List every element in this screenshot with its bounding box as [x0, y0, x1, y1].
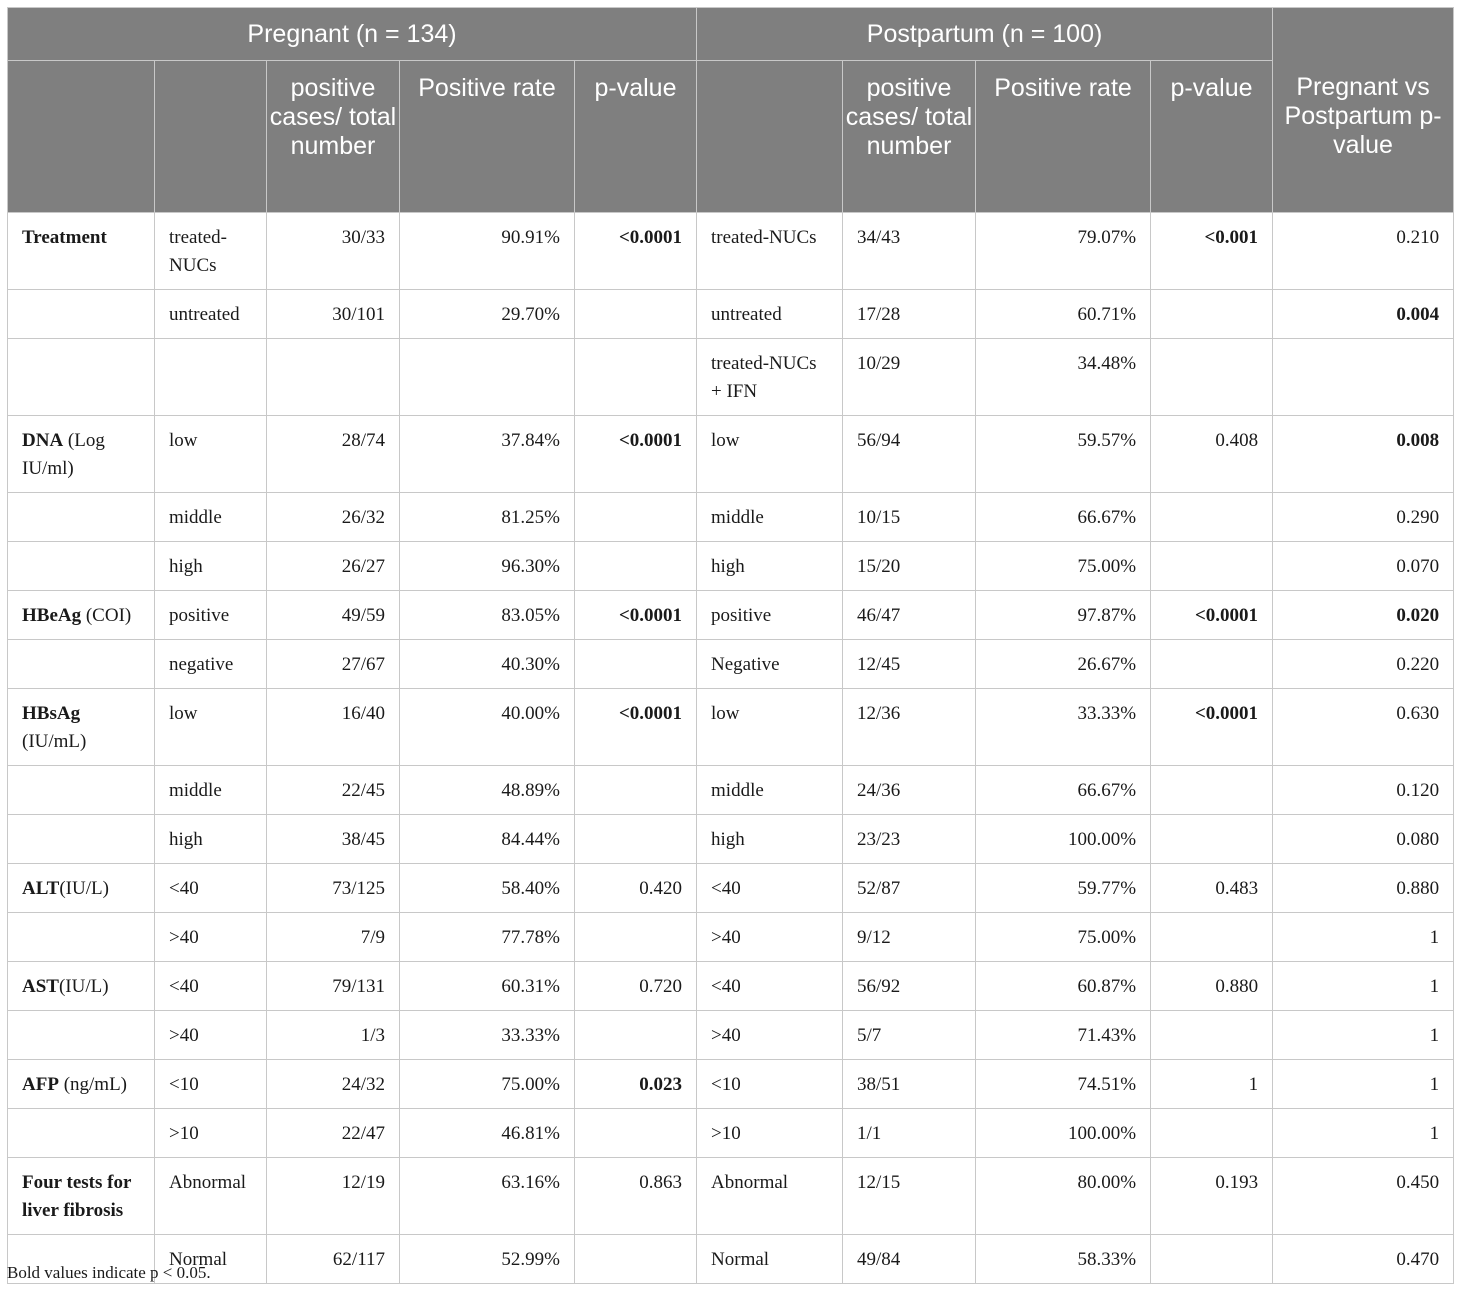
postpartum-pvalue-cell	[1151, 591, 1273, 640]
postpartum-cases-cell: 1/1	[843, 1109, 976, 1158]
postpartum-rate-cell: 75.00%	[976, 542, 1151, 591]
table-row	[8, 1060, 1454, 1109]
postpartum-category-cell: >40	[697, 1011, 843, 1060]
pregnant-category-cell: >40	[155, 1011, 267, 1060]
significant-value: <0.0001	[618, 227, 683, 248]
factor-name: DNA	[22, 430, 64, 451]
postpartum-category-cell: untreated	[697, 290, 843, 339]
pregnant-cases-cell: 30/33	[267, 213, 400, 290]
comparison-pvalue-cell: 0.470	[1273, 1235, 1454, 1284]
pregnant-pvalue-cell	[575, 493, 697, 542]
pregnant-cases-cell: 16/40	[267, 689, 400, 766]
pregnant-rate-cell: 37.84%	[400, 416, 575, 493]
postpartum-pvalue-header: p-value	[1151, 61, 1273, 213]
postpartum-rate-cell: 60.87%	[976, 962, 1151, 1011]
postpartum-category-cell: Abnormal	[697, 1158, 843, 1235]
pregnant-cases-cell	[267, 339, 400, 416]
postpartum-pvalue-cell	[1151, 542, 1273, 591]
pregnant-pvalue-cell	[575, 213, 697, 290]
factor-cell	[8, 213, 155, 290]
factor-name: Treatment	[22, 227, 107, 248]
factor-header	[8, 61, 155, 213]
factor-cell	[8, 689, 155, 766]
factor-cell	[8, 1158, 155, 1235]
table-row	[8, 962, 1454, 1011]
factor-name: HBsAg	[22, 703, 81, 724]
pregnant-rate-cell: 90.91%	[400, 213, 575, 290]
table-row	[8, 864, 1454, 913]
postpartum-rate-cell: 59.57%	[976, 416, 1151, 493]
factor-cell	[8, 493, 155, 542]
postpartum-category-cell: >10	[697, 1109, 843, 1158]
postpartum-category-cell: treated-NUCs + IFN	[697, 339, 843, 416]
postpartum-pvalue-cell	[1151, 815, 1273, 864]
significant-value: <0.0001	[1194, 605, 1259, 626]
postpartum-category-cell: low	[697, 416, 843, 493]
postpartum-cases-cell: 49/84	[843, 1235, 976, 1284]
pregnant-pvalue-cell	[575, 542, 697, 591]
pregnant-category-cell: Abnormal	[155, 1158, 267, 1235]
pregnant-cases-cell: 26/27	[267, 542, 400, 591]
comparison-pvalue-cell: 0.880	[1273, 864, 1454, 913]
pregnant-cases-cell: 62/117	[267, 1235, 400, 1284]
pregnant-category-cell: positive	[155, 591, 267, 640]
pregnant-category-header	[155, 61, 267, 213]
pregnant-pvalue-cell: 0.720	[575, 962, 697, 1011]
postpartum-category-cell: <10	[697, 1060, 843, 1109]
postpartum-category-cell: treated-NUCs	[697, 213, 843, 290]
pregnant-rate-cell: 83.05%	[400, 591, 575, 640]
postpartum-cases-cell: 12/36	[843, 689, 976, 766]
factor-name: AFP	[22, 1074, 59, 1095]
pregnant-category-cell	[155, 339, 267, 416]
pregnant-cases-cell: 49/59	[267, 591, 400, 640]
pregnant-category-cell: negative	[155, 640, 267, 689]
postpartum-rate-cell: 34.48%	[976, 339, 1151, 416]
significant-value: 0.023	[639, 1074, 683, 1095]
factor-unit: (Log IU/ml)	[22, 430, 105, 479]
pregnant-cases-cell: 12/19	[267, 1158, 400, 1235]
postpartum-category-cell: high	[697, 542, 843, 591]
postpartum-pvalue-cell: 0.193	[1151, 1158, 1273, 1235]
postpartum-pvalue-cell	[1151, 290, 1273, 339]
table-row	[8, 1235, 1454, 1284]
factor-cell	[8, 640, 155, 689]
pregnant-cases-header: positive cases/ total number	[267, 61, 400, 213]
postpartum-rate-cell: 71.43%	[976, 1011, 1151, 1060]
factor-name: Four tests for liver fibrosis	[22, 1172, 132, 1221]
comparison-pvalue-cell: 0.070	[1273, 542, 1454, 591]
postpartum-cases-cell: 46/47	[843, 591, 976, 640]
factor-cell	[8, 1109, 155, 1158]
table-row	[8, 766, 1454, 815]
postpartum-rate-cell: 66.67%	[976, 493, 1151, 542]
postpartum-pvalue-cell	[1151, 493, 1273, 542]
factor-unit: (ng/mL)	[58, 1074, 128, 1095]
pregnant-pvalue-cell	[575, 689, 697, 766]
postpartum-rate-cell: 66.67%	[976, 766, 1151, 815]
pregnant-pvalue-cell	[575, 1060, 697, 1109]
pregnant-pvalue-cell	[575, 1235, 697, 1284]
pregnant-pvalue-cell	[575, 591, 697, 640]
postpartum-pvalue-cell	[1151, 339, 1273, 416]
postpartum-category-header	[697, 61, 843, 213]
pregnant-cases-cell: 38/45	[267, 815, 400, 864]
comparison-pvalue-cell: 0.290	[1273, 493, 1454, 542]
pregnant-rate-cell: 29.70%	[400, 290, 575, 339]
postpartum-pvalue-cell	[1151, 213, 1273, 290]
postpartum-category-cell: low	[697, 689, 843, 766]
pregnant-cases-cell: 22/47	[267, 1109, 400, 1158]
pregnant-cases-cell: 24/32	[267, 1060, 400, 1109]
postpartum-cases-cell: 5/7	[843, 1011, 976, 1060]
pregnant-category-cell: middle	[155, 493, 267, 542]
pregnant-rate-cell: 40.00%	[400, 689, 575, 766]
postpartum-category-cell: <40	[697, 962, 843, 1011]
pregnant-cases-cell: 30/101	[267, 290, 400, 339]
significant-value: <0.001	[1204, 227, 1259, 248]
postpartum-cases-cell: 17/28	[843, 290, 976, 339]
pregnant-pvalue-cell	[575, 290, 697, 339]
pregnant-cases-cell: 7/9	[267, 913, 400, 962]
table-row	[8, 591, 1454, 640]
pregnant-rate-cell: 75.00%	[400, 1060, 575, 1109]
pregnant-group-header: Pregnant (n = 134)	[8, 8, 697, 61]
factor-cell	[8, 416, 155, 493]
pregnant-category-cell: high	[155, 815, 267, 864]
postpartum-pvalue-cell	[1151, 640, 1273, 689]
postpartum-category-cell: Negative	[697, 640, 843, 689]
pregnant-category-cell: >40	[155, 913, 267, 962]
postpartum-cases-cell: 34/43	[843, 213, 976, 290]
pregnant-category-cell: low	[155, 416, 267, 493]
postpartum-pvalue-cell	[1151, 1011, 1273, 1060]
comparison-pvalue-cell: 1	[1273, 913, 1454, 962]
significant-value: <0.0001	[618, 605, 683, 626]
postpartum-cases-cell: 10/29	[843, 339, 976, 416]
pregnant-rate-cell: 46.81%	[400, 1109, 575, 1158]
table-row	[8, 1011, 1454, 1060]
table-row	[8, 913, 1454, 962]
postpartum-cases-cell: 12/45	[843, 640, 976, 689]
postpartum-cases-cell: 56/94	[843, 416, 976, 493]
table-row	[8, 815, 1454, 864]
postpartum-category-cell: positive	[697, 591, 843, 640]
pregnant-rate-cell: 63.16%	[400, 1158, 575, 1235]
comparison-pvalue-cell: 1	[1273, 1060, 1454, 1109]
pregnant-cases-cell: 1/3	[267, 1011, 400, 1060]
postpartum-rate-cell: 59.77%	[976, 864, 1151, 913]
pregnant-pvalue-cell	[575, 1011, 697, 1060]
pregnant-pvalue-cell	[575, 815, 697, 864]
comparison-pvalue-cell	[1273, 591, 1454, 640]
pregnant-pvalue-cell	[575, 640, 697, 689]
factor-cell	[8, 1011, 155, 1060]
pregnant-pvalue-cell	[575, 416, 697, 493]
postpartum-category-cell: <40	[697, 864, 843, 913]
comparison-pvalue-cell: 0.220	[1273, 640, 1454, 689]
factor-cell	[8, 339, 155, 416]
table-container	[7, 7, 1453, 1284]
pregnant-category-cell: >10	[155, 1109, 267, 1158]
postpartum-cases-cell: 9/12	[843, 913, 976, 962]
table-row	[8, 542, 1454, 591]
factor-cell	[8, 815, 155, 864]
significant-value: <0.0001	[618, 430, 683, 451]
comparison-pvalue-cell: 0.120	[1273, 766, 1454, 815]
postpartum-rate-cell: 79.07%	[976, 213, 1151, 290]
postpartum-category-cell: Normal	[697, 1235, 843, 1284]
postpartum-cases-cell: 15/20	[843, 542, 976, 591]
pregnant-pvalue-cell: 0.420	[575, 864, 697, 913]
comparison-pvalue-cell	[1273, 339, 1454, 416]
table-row	[8, 493, 1454, 542]
results-table	[7, 7, 1454, 1284]
table-row	[8, 640, 1454, 689]
comparison-pvalue-cell: 1	[1273, 962, 1454, 1011]
postpartum-pvalue-cell	[1151, 766, 1273, 815]
postpartum-pvalue-cell	[1151, 689, 1273, 766]
pregnant-category-cell: <40	[155, 962, 267, 1011]
pregnant-pvalue-cell	[575, 339, 697, 416]
pregnant-rate-cell: 84.44%	[400, 815, 575, 864]
pregnant-pvalue-cell	[575, 766, 697, 815]
pregnant-category-cell: <40	[155, 864, 267, 913]
factor-name: ALT	[22, 878, 60, 899]
table-body	[8, 213, 1454, 1284]
postpartum-rate-cell: 80.00%	[976, 1158, 1151, 1235]
pregnant-cases-cell: 79/131	[267, 962, 400, 1011]
comparison-pvalue-cell: 1	[1273, 1011, 1454, 1060]
comparison-pvalue-header: Pregnant vs Postpartum p-value	[1273, 8, 1454, 213]
pregnant-cases-cell: 22/45	[267, 766, 400, 815]
pregnant-rate-cell	[400, 339, 575, 416]
postpartum-cases-header: positive cases/ total number	[843, 61, 976, 213]
pregnant-cases-cell: 27/67	[267, 640, 400, 689]
comparison-pvalue-cell: 0.210	[1273, 213, 1454, 290]
factor-cell	[8, 591, 155, 640]
pregnant-rate-cell: 81.25%	[400, 493, 575, 542]
pregnant-category-cell: untreated	[155, 290, 267, 339]
comparison-pvalue-cell	[1273, 416, 1454, 493]
postpartum-pvalue-cell: 0.483	[1151, 864, 1273, 913]
pregnant-category-cell: low	[155, 689, 267, 766]
pregnant-pvalue-cell	[575, 1109, 697, 1158]
factor-cell	[8, 913, 155, 962]
table-row	[8, 213, 1454, 290]
postpartum-cases-cell: 10/15	[843, 493, 976, 542]
postpartum-rate-cell: 58.33%	[976, 1235, 1151, 1284]
factor-cell	[8, 1060, 155, 1109]
significant-value: <0.0001	[1194, 703, 1259, 724]
pregnant-pvalue-header: p-value	[575, 61, 697, 213]
postpartum-rate-header: Positive rate	[976, 61, 1151, 213]
table-header	[8, 8, 1454, 213]
postpartum-pvalue-cell: 0.880	[1151, 962, 1273, 1011]
comparison-pvalue-cell: 0.630	[1273, 689, 1454, 766]
table-row	[8, 339, 1454, 416]
postpartum-rate-cell: 60.71%	[976, 290, 1151, 339]
factor-cell	[8, 766, 155, 815]
postpartum-rate-cell: 100.00%	[976, 1109, 1151, 1158]
pregnant-cases-cell: 73/125	[267, 864, 400, 913]
factor-cell	[8, 542, 155, 591]
significant-value: 0.008	[1396, 430, 1440, 451]
pregnant-category-cell: <10	[155, 1060, 267, 1109]
pregnant-category-cell: middle	[155, 766, 267, 815]
factor-unit: (IU/L)	[59, 878, 109, 899]
postpartum-cases-cell: 56/92	[843, 962, 976, 1011]
pregnant-pvalue-cell: 0.863	[575, 1158, 697, 1235]
postpartum-category-cell: middle	[697, 766, 843, 815]
factor-name: AST	[22, 976, 59, 997]
postpartum-cases-cell: 23/23	[843, 815, 976, 864]
postpartum-cases-cell: 12/15	[843, 1158, 976, 1235]
pregnant-rate-cell: 52.99%	[400, 1235, 575, 1284]
pregnant-rate-header: Positive rate	[400, 61, 575, 213]
pregnant-cases-cell: 28/74	[267, 416, 400, 493]
pregnant-rate-cell: 48.89%	[400, 766, 575, 815]
pregnant-rate-cell: 60.31%	[400, 962, 575, 1011]
postpartum-rate-cell: 97.87%	[976, 591, 1151, 640]
comparison-pvalue-cell	[1273, 290, 1454, 339]
pregnant-pvalue-cell	[575, 913, 697, 962]
factor-cell	[8, 864, 155, 913]
pregnant-category-cell: treated-NUCs	[155, 213, 267, 290]
postpartum-rate-cell: 33.33%	[976, 689, 1151, 766]
postpartum-pvalue-cell	[1151, 913, 1273, 962]
table-row	[8, 689, 1454, 766]
postpartum-rate-cell: 100.00%	[976, 815, 1151, 864]
factor-unit: (COI)	[81, 605, 132, 626]
pregnant-rate-cell: 58.40%	[400, 864, 575, 913]
pregnant-rate-cell: 40.30%	[400, 640, 575, 689]
table-row	[8, 1109, 1454, 1158]
comparison-pvalue-cell: 0.080	[1273, 815, 1454, 864]
footnote: Bold values indicate p < 0.05.	[7, 1263, 211, 1282]
postpartum-cases-cell: 38/51	[843, 1060, 976, 1109]
postpartum-pvalue-cell: 1	[1151, 1060, 1273, 1109]
factor-name: HBeAg	[22, 605, 82, 626]
significant-value: <0.0001	[618, 703, 683, 724]
pregnant-category-cell: Normal	[155, 1235, 267, 1284]
table-row	[8, 1158, 1454, 1235]
factor-unit: (IU/mL)	[22, 731, 87, 752]
postpartum-rate-cell: 26.67%	[976, 640, 1151, 689]
significant-value: 0.004	[1396, 304, 1440, 325]
postpartum-pvalue-cell	[1151, 1109, 1273, 1158]
postpartum-rate-cell: 75.00%	[976, 913, 1151, 962]
postpartum-pvalue-cell: 0.408	[1151, 416, 1273, 493]
postpartum-category-cell: middle	[697, 493, 843, 542]
postpartum-pvalue-cell	[1151, 1235, 1273, 1284]
pregnant-cases-cell: 26/32	[267, 493, 400, 542]
comparison-pvalue-cell: 1	[1273, 1109, 1454, 1158]
factor-unit: (IU/L)	[58, 976, 109, 997]
factor-cell	[8, 962, 155, 1011]
postpartum-category-cell: high	[697, 815, 843, 864]
postpartum-rate-cell: 74.51%	[976, 1060, 1151, 1109]
pregnant-rate-cell: 77.78%	[400, 913, 575, 962]
postpartum-group-header: Postpartum (n = 100)	[697, 8, 1273, 61]
table-row	[8, 290, 1454, 339]
significant-value: 0.020	[1396, 605, 1440, 626]
table-row	[8, 416, 1454, 493]
factor-cell	[8, 290, 155, 339]
postpartum-cases-cell: 52/87	[843, 864, 976, 913]
pregnant-rate-cell: 96.30%	[400, 542, 575, 591]
pregnant-rate-cell: 33.33%	[400, 1011, 575, 1060]
comparison-pvalue-cell: 0.450	[1273, 1158, 1454, 1235]
postpartum-category-cell: >40	[697, 913, 843, 962]
postpartum-cases-cell: 24/36	[843, 766, 976, 815]
pregnant-category-cell: high	[155, 542, 267, 591]
